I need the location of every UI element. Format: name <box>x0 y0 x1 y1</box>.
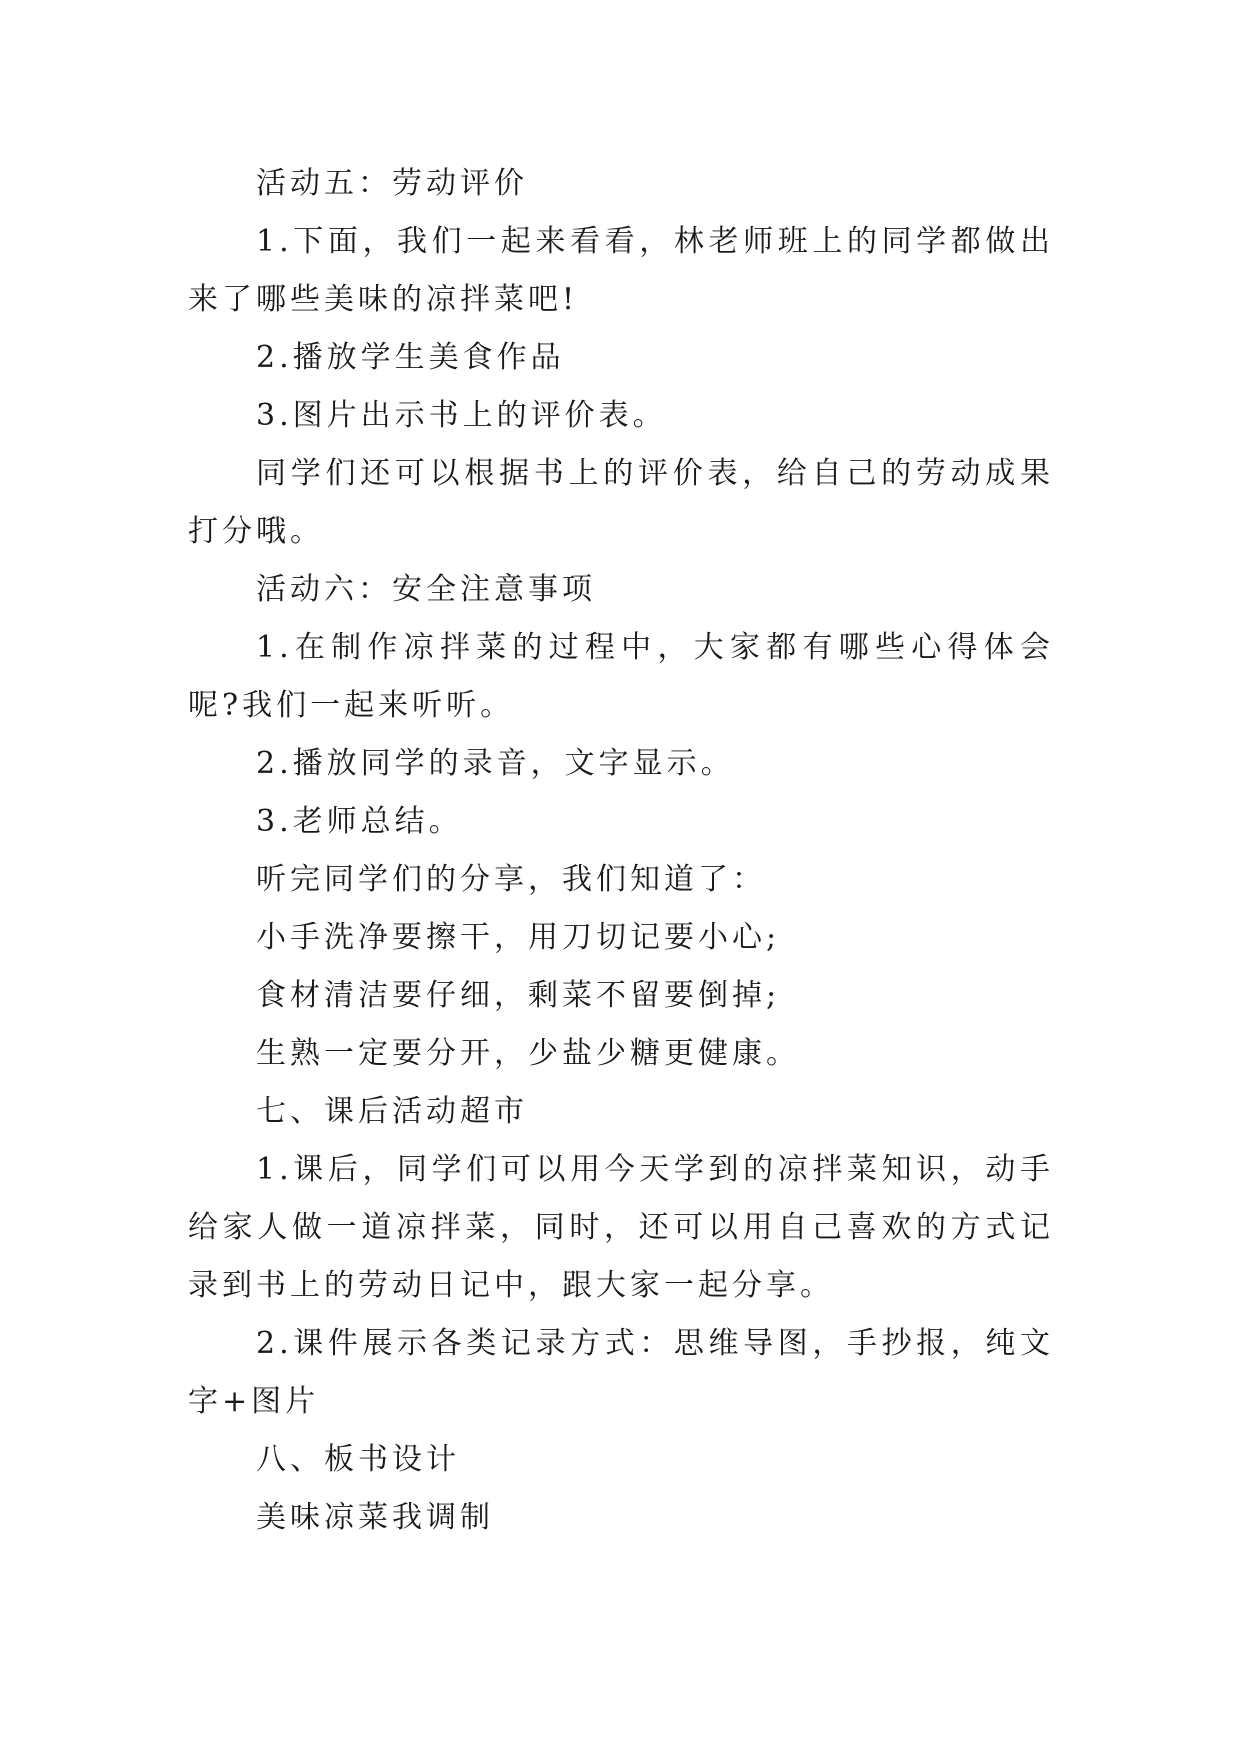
paragraph: 1.下面，我们一起来看看，林老师班上的同学都做出来了哪些美味的凉拌菜吧! <box>188 224 1054 317</box>
paragraph: 1.课后，同学们可以用今天学到的凉拌菜知识，动手给家人做一道凉拌菜，同时，还可以用自己喜欢的方式记录到书上的劳动日记中，跟大家一起分享。 <box>188 1152 1054 1303</box>
heading-activity-five: 活动五：劳动评价 <box>256 166 528 201</box>
paragraph: 2.课件展示各类记录方式：思维导图，手抄报，纯文字+图片 <box>188 1326 1054 1419</box>
paragraph: 3.图片出示书上的评价表。 <box>256 398 667 433</box>
board-title: 美味凉菜我调制 <box>256 1500 494 1535</box>
heading-section-eight: 八、板书设计 <box>256 1442 460 1477</box>
heading-section-seven: 七、课后活动超市 <box>256 1094 528 1129</box>
document-body <box>188 155 1054 1547</box>
rhyme-line: 生熟一定要分开，少盐少糖更健康。 <box>256 1036 800 1071</box>
rhyme-line: 小手洗净要擦干，用刀切记要小心; <box>256 920 781 955</box>
paragraph: 2.播放同学的录音，文字显示。 <box>256 746 735 781</box>
paragraph: 1.在制作凉拌菜的过程中，大家都有哪些心得体会呢?我们一起来听听。 <box>188 630 1054 723</box>
paragraph: 听完同学们的分享，我们知道了： <box>256 862 766 897</box>
paragraph: 3.老师总结。 <box>256 804 463 839</box>
rhyme-line: 食材清洁要仔细，剩菜不留要倒掉; <box>256 978 781 1013</box>
heading-activity-six: 活动六：安全注意事项 <box>256 572 596 607</box>
paragraph: 2.播放学生美食作品 <box>256 340 565 375</box>
paragraph: 同学们还可以根据书上的评价表，给自己的劳动成果打分哦。 <box>188 456 1054 549</box>
